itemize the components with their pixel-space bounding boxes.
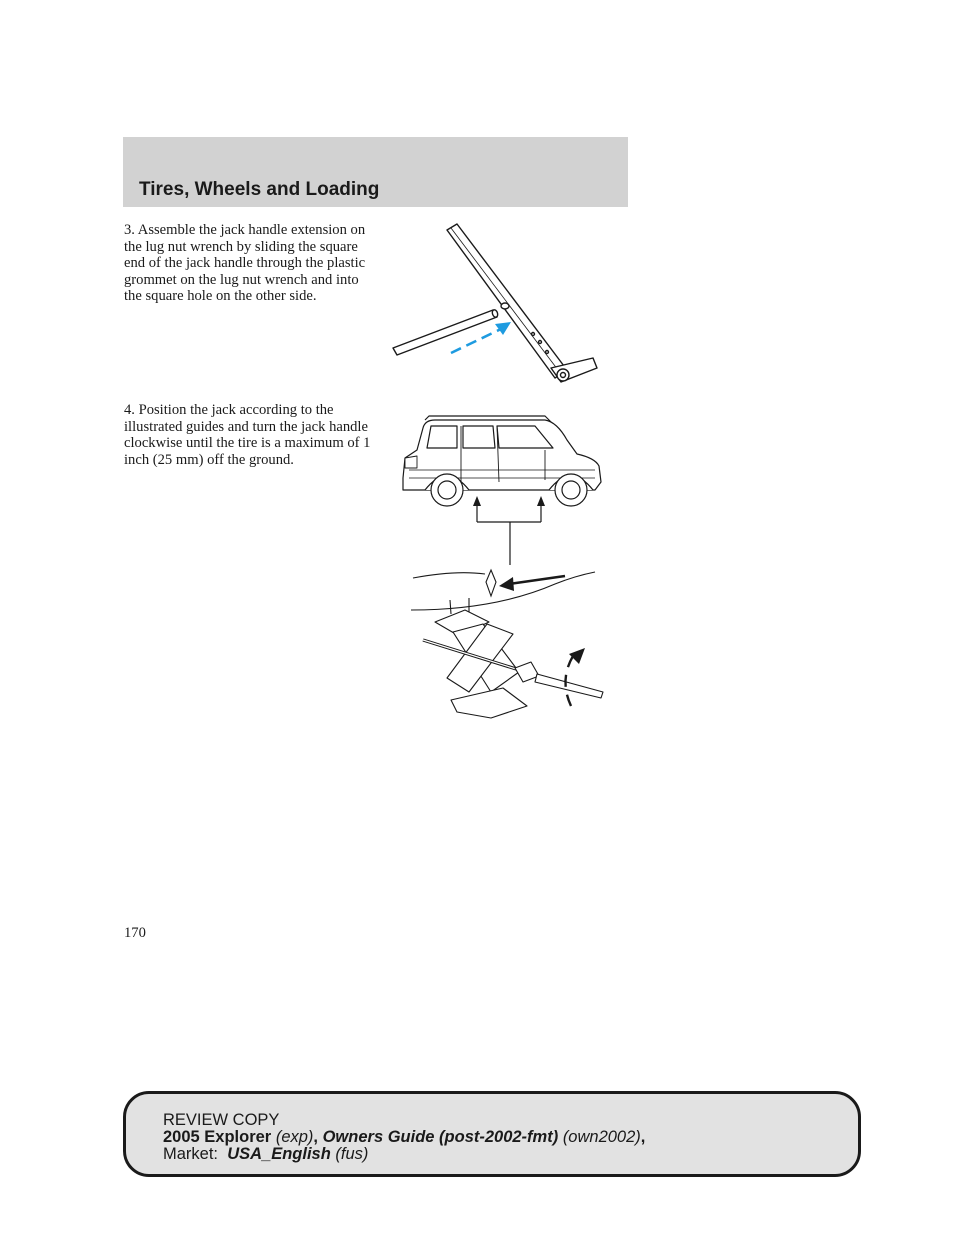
section-title: Tires, Wheels and Loading (139, 179, 380, 200)
footer-text (163, 1112, 645, 1163)
footer-sep1: , (313, 1128, 323, 1146)
footer-model-code: (exp) (275, 1128, 314, 1146)
footer-guide-code: (own2002) (562, 1128, 641, 1146)
footer-guide: Owners Guide (post-2002-fmt) (322, 1128, 559, 1146)
footer-market-code: (fus) (335, 1145, 369, 1163)
review-copy-footer (123, 1091, 861, 1177)
footer-market-line (163, 1146, 645, 1163)
footer-market: USA_English (227, 1145, 331, 1163)
page-number: 170 (124, 925, 146, 941)
footer-model-line (163, 1129, 645, 1146)
jack-position-illustration (395, 410, 620, 730)
step-4-text: 4. Position the jack according to the illustrated guides and turn the jack handle clockwise until the tire is a maximum of 1 inch (25 mm) off the ground. (124, 402, 371, 468)
jack-handle-illustration (385, 218, 605, 390)
footer-review: REVIEW COPY (163, 1111, 280, 1129)
footer-sep2: , (640, 1128, 646, 1146)
step-3-text: 3. Assemble the jack handle extension on the lug nut wrench by sliding the square end of the jack handle through the plastic grommet on the lug nut wrench and into the square hole on the other side. (124, 222, 366, 305)
footer-model: 2005 Explorer (163, 1128, 272, 1146)
section-header (123, 137, 628, 207)
footer-market-label: Market: (163, 1145, 219, 1163)
